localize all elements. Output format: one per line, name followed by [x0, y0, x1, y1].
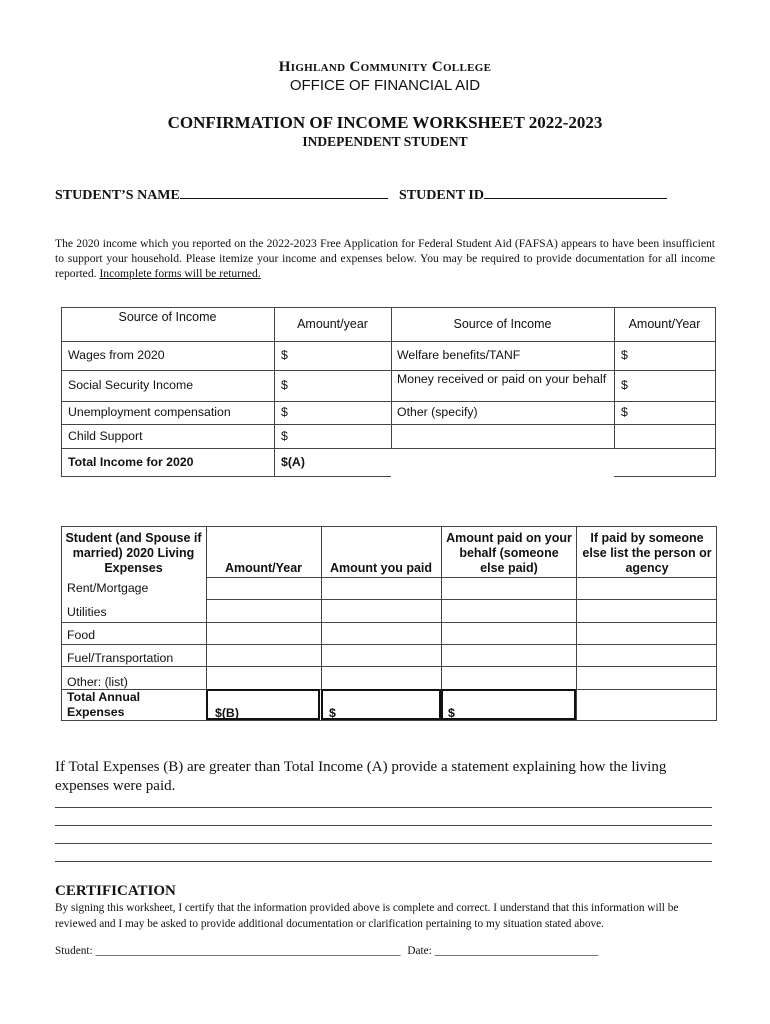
intro-text: The 2020 income which you reported on the 2022-2023 Free Application for Federal Student Aid (FAFSA) appears to have been insufficient to support your household. Please itemize your income and expenses below. You may be required to provide documentation for all income reported. — [55, 237, 715, 280]
student-signature-label: Student: — [55, 945, 93, 957]
expense-row-other: Other: (list) — [67, 675, 128, 689]
expense-header-living-expenses: Student (and Spouse if married) 2020 Living Expenses — [65, 531, 202, 575]
expense-row-fuel: Fuel/Transportation — [67, 651, 174, 665]
expense-header-amount-year: Amount/Year — [224, 561, 303, 575]
total-income-label: Total Income for 2020 — [68, 455, 194, 469]
income-source-money-on-behalf: Money received or paid on your behalf — [397, 372, 607, 386]
college-name: Highland Community College — [278, 59, 492, 75]
statement-line[interactable] — [55, 807, 712, 808]
office-name: OFFICE OF FINANCIAL AID — [289, 77, 481, 94]
expense-header-amount-paid: Amount you paid — [329, 561, 433, 575]
income-source-welfare: Welfare benefits/TANF — [397, 348, 521, 362]
student-id-line[interactable] — [484, 186, 667, 199]
income-amount-field[interactable]: $ — [281, 405, 288, 419]
expense-row-utilities: Utilities — [67, 605, 107, 619]
incomplete-warning: Incomplete forms will be returned. — [99, 267, 261, 280]
student-id-label: STUDENT ID — [399, 188, 484, 203]
income-source-other: Other (specify) — [397, 405, 478, 419]
certification-title: CERTIFICATION — [55, 883, 176, 899]
student-signature-field[interactable]: ______________________________________________________ — [95, 945, 401, 957]
income-amount-field[interactable]: $ — [621, 348, 628, 362]
student-id-field[interactable] — [399, 186, 667, 204]
income-source-unemployment: Unemployment compensation — [68, 405, 231, 419]
income-amount-field[interactable]: $ — [281, 348, 288, 362]
total-expenses-paid[interactable]: $_____________ — [329, 706, 425, 720]
certification-body: By signing this worksheet, I certify that the information provided above is complete and correct. I understand that this information will be reviewed and I may be asked to provide additional documentation or clarification pertaining to my situation stated above. — [55, 902, 679, 930]
total-expenses-behalf[interactable]: $_____________ — [448, 706, 544, 720]
income-source-social-security: Social Security Income — [68, 378, 194, 392]
signature-line — [55, 945, 598, 957]
statement-line[interactable] — [55, 843, 712, 844]
expense-row-food: Food — [67, 628, 96, 642]
total-income-value[interactable]: $(A) — [281, 455, 305, 469]
expense-row-rent: Rent/Mortgage — [67, 581, 149, 595]
income-amount-field[interactable]: $ — [281, 378, 288, 392]
student-name-line[interactable] — [180, 186, 388, 199]
expense-header-paid-on-behalf: Amount paid on your behalf (someone else paid) — [446, 531, 572, 575]
income-header-amount-2: Amount/Year — [628, 317, 701, 331]
income-source-child-support: Child Support — [68, 429, 143, 443]
expense-header-person-agency: If paid by someone else list the person or agency — [582, 531, 712, 575]
income-amount-field[interactable]: $ — [621, 378, 628, 392]
income-amount-field[interactable]: $ — [621, 405, 628, 419]
date-field[interactable]: _____________________________ — [434, 945, 599, 957]
form-title: CONFIRMATION OF INCOME WORKSHEET 2022-2023 — [167, 113, 603, 132]
total-expenses-label: Total Annual Expenses — [67, 690, 141, 719]
statement-line[interactable] — [55, 825, 712, 826]
total-expenses-b[interactable]: $(B)__________ — [215, 706, 308, 720]
income-header-amount-1: Amount/year — [297, 317, 368, 331]
intro-paragraph — [55, 236, 715, 281]
income-amount-field[interactable]: $ — [281, 429, 288, 443]
statement-line[interactable] — [55, 861, 712, 862]
income-header-source-2: Source of Income — [453, 317, 552, 331]
date-label: Date: — [407, 945, 432, 957]
student-name-field[interactable] — [55, 186, 388, 204]
statement-instruction: If Total Expenses (B) are greater than Total Income (A) provide a statement explaining how the living expenses were paid. — [55, 759, 667, 794]
income-header-source-1: Source of Income — [118, 310, 217, 324]
income-source-wages: Wages from 2020 — [68, 348, 165, 362]
student-name-label: STUDENT’S NAME — [55, 188, 180, 203]
form-subtitle: INDEPENDENT STUDENT — [302, 134, 468, 149]
